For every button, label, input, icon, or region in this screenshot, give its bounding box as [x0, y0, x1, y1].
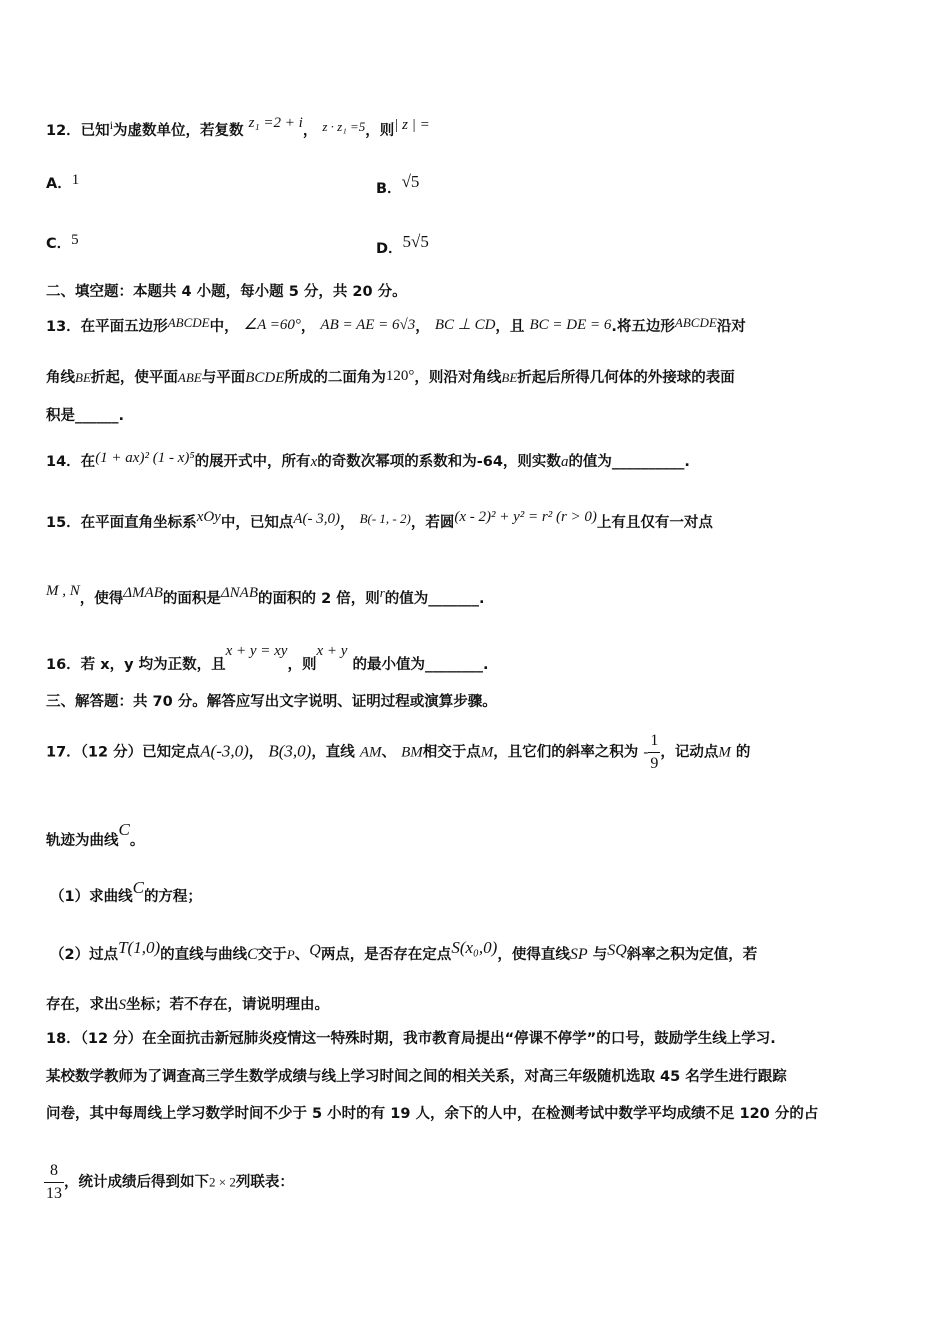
q12-option-d: D．5√5	[376, 232, 429, 257]
q15-line-1: 15．在平面直角坐标系xOy中，已知点A(- 3,0)， B(- 1, - 2)，若圆(x - 2)² + y² = r² (r > 0)上有且仅有一对点	[46, 509, 713, 531]
q17-part-1: （1）求曲线C的方程；	[50, 878, 202, 905]
q14: 14．在(1 + ax)² (1 - x)⁵的展开式中，所有x的奇数次幂项的系数和为-64，则实数a的值为__________.	[46, 450, 690, 470]
q18-line-3: 问卷，其中每周线上学习数学时间不少于 5 小时的有 19 人，余下的人中，在检测考试中数学平均成绩不足 120 分的占	[46, 1106, 819, 1122]
q18-line-1: 18．（12 分）在全面抗击新冠肺炎疫情这一特殊时期，我市教育局提出“停课不停学”的口号，鼓励学生线上学习.	[46, 1031, 776, 1047]
section-fill-in-heading: 二、填空题：本题共 4 小题，每小题 5 分，共 20 分。	[46, 284, 407, 300]
q12-option-a: A．1	[46, 172, 80, 192]
q12-option-b: B．√5	[376, 172, 420, 197]
q17-line-1: 17．（12 分）已知定点A(-3,0)， B(3,0)，直线 AM、 BM相交于点M，且它们的斜率之积为 - $\frac{1}{9}$ ，记动点M 的	[46, 730, 750, 775]
section-answer-heading: 三、解答题：共 70 分。解答应写出文字说明、证明过程或演算步骤。	[46, 694, 497, 710]
q12-option-c: C．5	[46, 232, 79, 252]
q17-part-2: （2）过点T(1,0)的直线与曲线C交于P、Q两点，是否存在定点S(x₀,0)，使得直线SP 与SQ斜率之积为定值，若	[50, 938, 758, 963]
q13-line-2: 角线BE折起，使平面ABE与平面BCDE所成的二面角为120°，则沿对角线BE折起后所得几何体的外接球的表面	[46, 368, 735, 386]
q17-fraction: $\frac{1}{9}$	[650, 732, 659, 772]
q12-stem: 12．已知$^i$为虚数单位，若复数 z₁ =2 + i， z · z₁ =5，则| z | =	[46, 115, 430, 139]
q15-line-2: M , N，使得ΔMAB的面积是ΔNAB的面积的 2 倍，则r的值为_______.	[46, 583, 485, 607]
q16: 16．若 x，y 均为正数，且x + y = xy，则x + y 的最小值为________.	[46, 643, 489, 673]
q13-line-3: 积是______.	[46, 408, 125, 424]
q17-line-2: 轨迹为曲线C。	[46, 820, 145, 849]
q17-line-5: 存在，求出S坐标；若不存在，请说明理由。	[46, 997, 329, 1013]
q13-line-1: 13．在平面五边形ABCDE中， ∠A =60°， AB = AE = 6√3， BC ⊥ CD，且 BC = DE = 6.将五边形ABCDE沿对	[46, 315, 746, 335]
q18-line-4: $\frac{8}{13}$ ，统计成绩后得到如下2 × 2列联表：	[44, 1160, 294, 1205]
q18-line-2: 某校数学教师为了调查高三学生数学成绩与线上学习时间之间的相关关系，对高三年级随机选取 45 名学生进行跟踪	[46, 1069, 787, 1085]
q18-fraction: $\frac{8}{13}$	[46, 1162, 62, 1202]
